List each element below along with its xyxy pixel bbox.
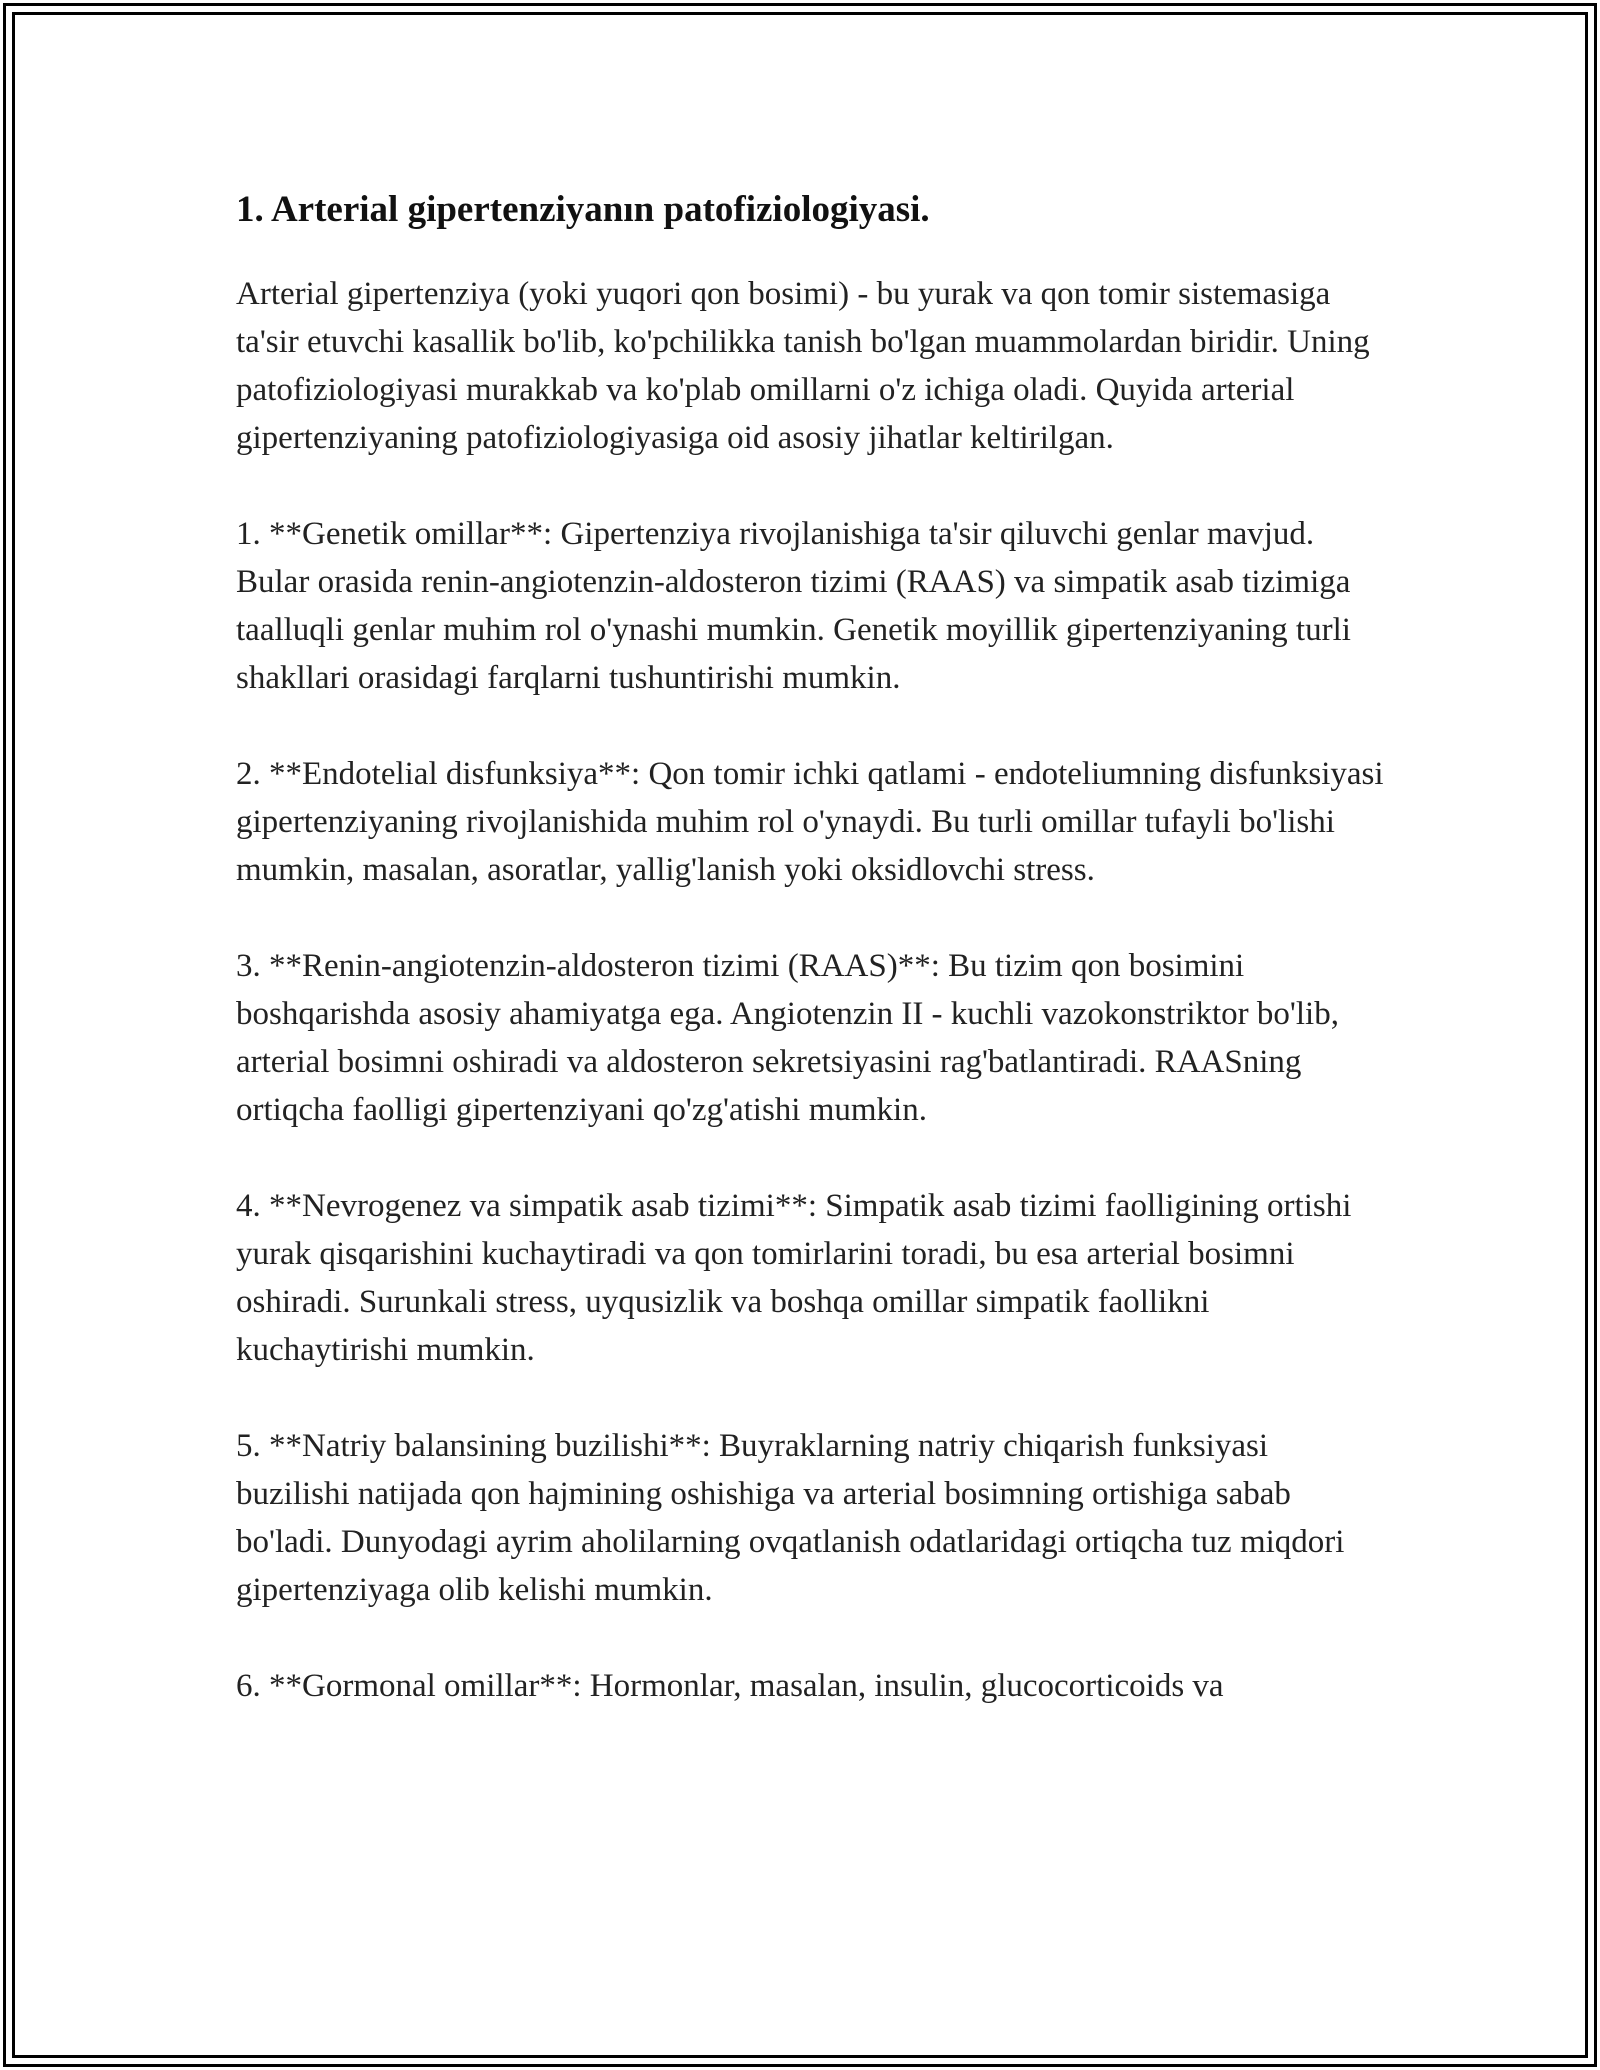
paragraph-raas: 3. **Renin-angiotenzin-aldosteron tizimi (RAAS)**: Bu tizim qon bosimini boshqarishda asosiy ahamiyatga ega. Angiotenzin II - kuchli vazokonstriktor bo'lib, arterial bosimni oshiradi va aldosteron sekretsiyasini rag'batlantiradi. RAASning ortiqcha faolligi gipertenziyani qo'zg'atishi mumkin. bbox=[236, 948, 1339, 1128]
paragraph-endothelial-dysfunction: 2. **Endotelial disfunksiya**: Qon tomir ichki qatlami - endoteliumning disfunksiyasi gipertenziyaning rivojlanishida muhim rol o'ynaydi. Bu turli omillar tufayli bo'lishi mumkin, masalan, asoratlar, yallig'lanish yoki oksidlovchi stress. bbox=[236, 756, 1384, 888]
intro-paragraph: Arterial gipertenziya (yoki yuqori qon bosimi) - bu yurak va qon tomir sistemasiga ta'sir etuvchi kasallik bo'lib, ko'pchilikka tanish bo'lgan muammolardan biridir. Uning patofiziologiyasi murakkab va ko'plab omillarni o'z ichiga oladi. Quyida arterial gipertenziyaning patofiziologiyasiga oid asosiy jihatlar keltirilgan. bbox=[236, 276, 1370, 456]
document-body bbox=[236, 186, 1386, 1710]
paragraph-sodium-balance: 5. **Natriy balansining buzilishi**: Buyraklarning natriy chiqarish funksiyasi buzilishi natijada qon hajmining oshishiga va arterial bosimning ortishiga sabab bo'ladi. Dunyodagi ayrim aholilarning ovqatlanish odatlaridagi ortiqcha tuz miqdori gipertenziyaga olib kelishi mumkin. bbox=[236, 1428, 1345, 1608]
document-title: 1. Arterial gipertenziyanın patofiziologiyasi. bbox=[236, 189, 930, 230]
paragraph-sympathetic-nervous-system: 4. **Nevrogenez va simpatik asab tizimi**: Simpatik asab tizimi faolligining ortishi yurak qisqarishini kuchaytiradi va qon tomirlarini toradi, bu esa arterial bosimni oshiradi. Surunkali stress, uyqusizlik va boshqa omillar simpatik faollikni kuchaytirishi mumkin. bbox=[236, 1188, 1352, 1368]
paragraph-genetic-factors: 1. **Genetik omillar**: Gipertenziya rivojlanishiga ta'sir qiluvchi genlar mavjud. Bular orasida renin-angiotenzin-aldosteron tizimi (RAAS) va simpatik asab tizimiga taalluqli genlar muhim rol o'ynashi mumkin. Genetik moyillik gipertenziyaning turli shakllari orasidagi farqlarni tushuntirishi mumkin. bbox=[236, 516, 1351, 696]
paragraph-hormonal-factors: 6. **Gormonal omillar**: Hormonlar, masalan, insulin, glucocorticoids va bbox=[236, 1668, 1224, 1704]
